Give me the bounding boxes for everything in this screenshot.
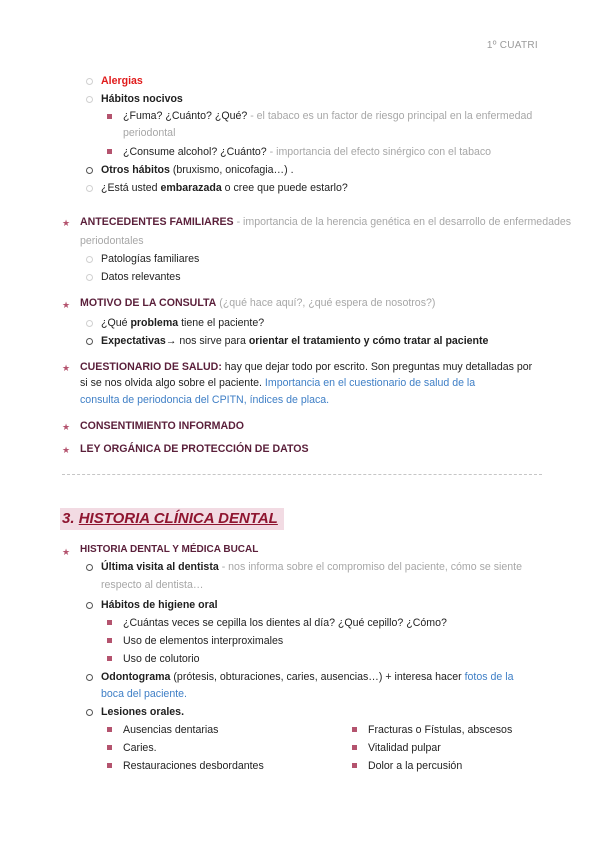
lesion-left-3: Restauraciones desbordantes — [123, 760, 264, 772]
ultima-visita-bold: Última visita al dentista — [101, 561, 219, 573]
bullet-circle-icon — [86, 78, 93, 85]
expectativas-bold: Expectativas — [101, 335, 166, 347]
otros-habitos-line — [101, 163, 294, 177]
section-3-heading — [60, 508, 284, 530]
bullet-square-icon — [107, 114, 112, 119]
otros-habitos-bold: Otros hábitos — [101, 164, 170, 176]
problema-line — [101, 316, 264, 330]
bullet-circle-icon — [86, 674, 93, 681]
lesion-right-2: Vitalidad pulpar — [368, 742, 441, 754]
problema-post: tiene el paciente? — [178, 317, 265, 329]
bullet-square-icon — [107, 745, 112, 750]
lesion-left-2: Caries. — [123, 742, 157, 754]
fuma-line — [123, 109, 532, 123]
section-title: HISTORIA CLÍNICA DENTAL — [78, 510, 278, 527]
bullet-square-icon — [352, 763, 357, 768]
lesiones-title: Lesiones orales. — [101, 706, 185, 718]
familiares-line — [80, 215, 571, 229]
embarazada-bold: embarazada — [160, 182, 222, 194]
bullet-square-icon — [107, 149, 112, 154]
ultima-visita-line — [101, 560, 522, 574]
bullet-square-icon — [107, 727, 112, 732]
bullet-circle-icon — [86, 709, 93, 716]
odontograma-line — [101, 670, 513, 684]
bullet-square-icon — [107, 656, 112, 661]
patologias-item: Patologías familiares — [101, 253, 200, 265]
odontograma-blue: fotos de la — [464, 671, 514, 683]
motivo-note: (¿qué hace aquí?, ¿qué espera de nosotros?) — [216, 297, 436, 309]
odontograma-rest: (prótesis, obturaciones, caries, ausencias…) + interesa hacer — [170, 671, 465, 683]
consentimiento-title: CONSENTIMIENTO INFORMADO — [80, 420, 245, 432]
expectativas-bold-2: orientar el tratamiento y cómo tratar al paciente — [248, 335, 489, 347]
odontograma-bold: Odontograma — [101, 671, 171, 683]
otros-habitos-rest: (bruxismo, onicofagia…) . — [169, 164, 294, 176]
odontograma-blue-cont: boca del paciente. — [101, 688, 187, 700]
cuestionario-line — [80, 360, 532, 374]
bullet-square-icon — [107, 638, 112, 643]
cuestionario-blue: Importancia en el cuestionario de salud de la — [264, 377, 476, 389]
arrow-icon: → — [165, 335, 177, 347]
bullet-circle-icon — [86, 320, 93, 327]
expectativas-line — [101, 334, 488, 348]
alcohol-note: - importancia del efecto sinérgico con el tabaco — [266, 146, 492, 158]
lesion-left-1: Ausencias dentarias — [123, 724, 219, 736]
cuestionario-blue-cont: consulta de periodoncia del CPITN, índices de placa. — [80, 394, 330, 406]
lesion-right-3: Dolor a la percusión — [368, 760, 463, 772]
star-bullet-icon: ★ — [62, 445, 71, 455]
alcohol-line — [123, 145, 491, 159]
bullet-circle-icon — [86, 256, 93, 263]
star-bullet-icon: ★ — [62, 363, 71, 373]
lesion-right-1: Fracturas o Fístulas, abscesos — [368, 724, 513, 736]
section-divider — [62, 474, 542, 475]
header-label: 1º CUATRI — [486, 40, 538, 51]
bullet-circle-icon — [86, 185, 93, 192]
expectativas-mid: nos sirve para — [176, 335, 249, 347]
embarazada-post: o cree que puede estarlo? — [221, 182, 348, 194]
section-number: 3. — [62, 510, 75, 527]
embarazada-line — [101, 181, 348, 195]
dental-title: HISTORIA DENTAL Y MÉDICA BUCAL — [80, 544, 259, 555]
motivo-title: MOTIVO DE LA CONSULTA — [80, 297, 217, 309]
bullet-square-icon — [107, 763, 112, 768]
bullet-square-icon — [352, 727, 357, 732]
cuestionario-line-2 — [80, 376, 475, 390]
fuma-note: - el tabaco es un factor de riesgo principal en la enfermedad — [247, 110, 533, 122]
problema-bold: problema — [130, 317, 179, 329]
habitos-nocivos-label: Hábitos nocivos — [101, 93, 183, 105]
cuestionario-title: CUESTIONARIO DE SALUD: — [80, 361, 222, 373]
bullet-circle-icon — [86, 564, 93, 571]
ley-title: LEY ORGÁNICA DE PROTECCIÓN DE DATOS — [80, 443, 309, 455]
higiene-item-1: ¿Cuántas veces se cepilla los dientes al día? ¿Qué cepillo? ¿Cómo? — [123, 617, 447, 629]
familiares-note: - importancia de la herencia genética en el desarrollo de enfermedades — [233, 216, 572, 228]
star-bullet-icon: ★ — [62, 422, 71, 432]
bullet-circle-icon — [86, 96, 93, 103]
motivo-line — [80, 296, 435, 310]
ultima-visita-note-cont: respecto al dentista… — [101, 579, 204, 591]
bullet-square-icon — [107, 620, 112, 625]
cuestionario-text-2: si se nos olvida algo sobre el paciente. — [80, 377, 265, 389]
bullet-circle-icon — [86, 338, 93, 345]
datos-item: Datos relevantes — [101, 271, 181, 283]
alcohol-question: ¿Consume alcohol? ¿Cuánto? — [123, 146, 267, 158]
star-bullet-icon: ★ — [62, 547, 71, 557]
familiares-note-cont: periodontales — [80, 235, 144, 247]
embarazada-pre: ¿Está usted — [101, 182, 161, 194]
familiares-title: ANTECEDENTES FAMILIARES — [80, 216, 234, 228]
star-bullet-icon: ★ — [62, 300, 71, 310]
bullet-square-icon — [352, 745, 357, 750]
fuma-note-cont: periodontal — [123, 127, 176, 139]
higiene-item-2: Uso de elementos interproximales — [123, 635, 284, 647]
bullet-circle-icon — [86, 167, 93, 174]
alergias-label: Alergias — [101, 75, 143, 87]
cuestionario-text: hay que dejar todo por escrito. Son preguntas muy detalladas por — [221, 361, 533, 373]
higiene-title: Hábitos de higiene oral — [101, 599, 218, 611]
star-bullet-icon: ★ — [62, 218, 71, 228]
higiene-item-3: Uso de colutorio — [123, 653, 200, 665]
fuma-question: ¿Fuma? ¿Cuánto? ¿Qué? — [123, 110, 248, 122]
ultima-visita-note: - nos informa sobre el compromiso del paciente, cómo se siente — [218, 561, 522, 573]
bullet-circle-icon — [86, 274, 93, 281]
problema-pre: ¿Qué — [101, 317, 131, 329]
bullet-circle-icon — [86, 602, 93, 609]
